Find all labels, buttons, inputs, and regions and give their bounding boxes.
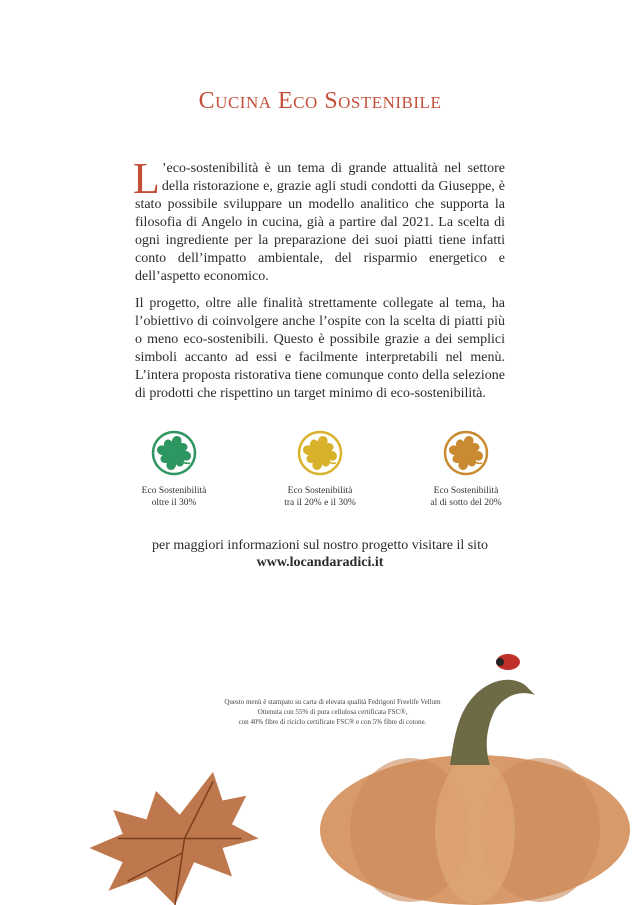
badge-range: oltre il 30% bbox=[151, 498, 197, 508]
paper-note-line: Questo menù è stampato su carta di elevata qualità Fedrigoni Freelife Vellum bbox=[224, 698, 441, 706]
clover-icon bbox=[296, 429, 344, 477]
badge-label: Eco Sostenibilità bbox=[433, 486, 499, 496]
intro-paragraph-2: Il progetto, oltre alle finalità strettamente collegate al tema, ha l’obiettivo di coinvolgere anche l’ospite con la scelta di piatti più o meno eco-sostenibili. Questo è possibile grazie a dei semplici simboli accanto ad essi e facilmente interpretabili nel menù. L’intera proposta ristorativa tiene comunque conto della selezione di prodotti che rispettino un target minimo di eco-sostenibilità. bbox=[135, 296, 505, 401]
badge-row bbox=[0, 429, 640, 509]
badge-low bbox=[396, 429, 536, 509]
info-text: per maggiori informazioni sul nostro progetto visitare il sito bbox=[152, 538, 488, 553]
paragraph-text: ’eco-sostenibilità è un tema di grande attualità nel settore della ristorazione e, grazie agli studi condotti da Giuseppe, è stato possibile sviluppare un modello analitico che supporta la filosofia di Angelo in cucina, già a partire dal 2021. La scelta di ogni ingrediente per la preparazione dei suoi piatti tiene infatti conto dell’impatto ambientale, del risparmio energetico e dell’aspetto economico. bbox=[135, 161, 505, 284]
pumpkin-illustration bbox=[310, 650, 640, 905]
paper-note-line: Ottenuta con 55% di pura cellulosa certificata FSC®, bbox=[257, 708, 408, 716]
badge-label: Eco Sostenibilità bbox=[287, 486, 353, 496]
intro-paragraph-1 bbox=[133, 154, 505, 286]
badge-high bbox=[104, 429, 244, 509]
badge-medium bbox=[250, 429, 390, 509]
badge-range: al di sotto del 20% bbox=[430, 498, 502, 508]
drop-cap: L bbox=[133, 154, 160, 203]
maple-leaf-illustration bbox=[85, 772, 265, 905]
page-title: Cucina Eco Sostenibile bbox=[198, 88, 442, 114]
clover-icon bbox=[150, 429, 198, 477]
badge-range: tra il 20% e il 30% bbox=[284, 498, 356, 508]
paper-note-line: con 40% fibre di riciclo certificate FSC® e con 5% fibre di cotone. bbox=[238, 718, 427, 726]
badge-label: Eco Sostenibilità bbox=[141, 486, 207, 496]
paper-note bbox=[190, 697, 475, 727]
info-block bbox=[0, 537, 640, 571]
clover-icon bbox=[442, 429, 490, 477]
website-link[interactable]: www.locandaradici.it bbox=[256, 555, 384, 570]
